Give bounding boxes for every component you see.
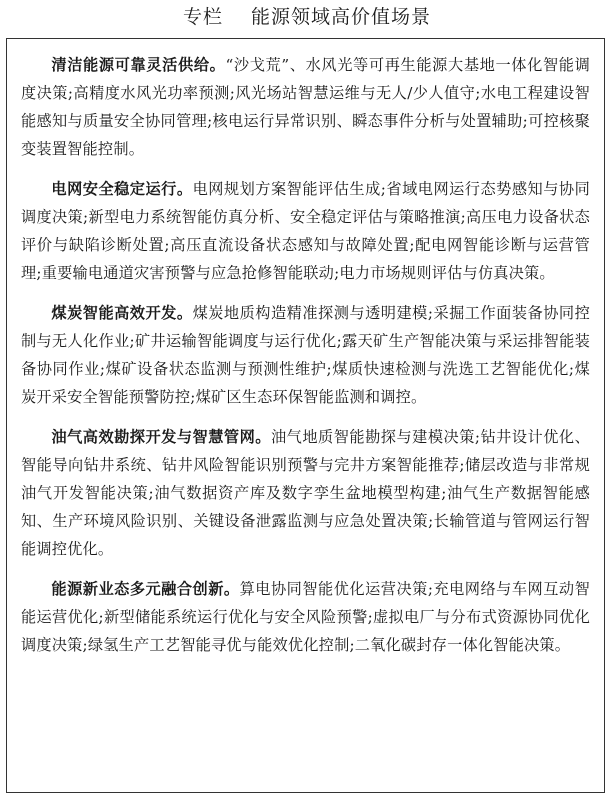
section-body: 煤炭地质构造精准探测与透明建模;采掘工作面装备协同控制与无人化作业;矿井运输智能调度与运行优化;露天矿生产智能决策与采运排智能装备协同作业;煤矿设备状态监测与预测性维护;煤质快速检测与洗选工艺智能优化;煤炭开采安全智能预警防控;煤矿区生态环保智能监测和调控。	[21, 304, 590, 406]
column-box	[6, 38, 605, 793]
column-label: 专栏	[182, 6, 223, 28]
section-heading: 电网安全稳定运行。	[51, 180, 193, 198]
section-coal-development	[21, 299, 590, 411]
section-heading: 煤炭智能高效开发。	[51, 304, 193, 322]
section-oil-gas	[21, 423, 590, 563]
section-heading: 清洁能源可靠灵活供给。	[51, 56, 226, 74]
column-title	[0, 0, 614, 34]
section-body: 电网规划方案智能评估生成;省域电网运行态势感知与协同调度决策;新型电力系统智能仿真分析、安全稳定评估与策略推演;高压电力设备状态评价与缺陷诊断处置;高压直流设备状态感知与故障处置;配电网智能诊断与运营管理;重要输电通道灾害预警与应急抢修智能联动;电力市场规则评估与仿真决策。	[21, 180, 590, 282]
section-heading: 油气高效勘探开发与智慧管网。	[51, 428, 271, 446]
section-body: 油气地质智能勘探与建模决策;钻井设计优化、智能导向钻井系统、钻井风险智能识别预警与完井方案智能推荐;储层改造与非常规油气开发智能决策;油气数据资产库及数字孪生盆地模型构建;油气生产数据智能感知、生产环境风险识别、关键设备泄露监测与应急处置决策;长输管道与管网运行智能调控优化。	[21, 428, 590, 558]
section-body: “沙戈荒”、水风光等可再生能源大基地一体化智能调度决策;高精度水风光功率预测;风光场站智慧运维与无人/少人值守;水电工程建设智能感知与质量安全协同管理;核电运行异常识别、瞬态事件分析与处置辅助;可控核聚变装置智能控制。	[21, 56, 590, 158]
section-body: 算电协同智能优化运营决策;充电网络与车网互动智能运营优化;新型储能系统运行优化与安全风险预警;虚拟电厂与分布式资源协同优化调度决策;绿氢生产工艺智能寻优与能效优化控制;二氧化碳封存一体化智能决策。	[21, 580, 590, 654]
section-heading: 能源新业态多元融合创新。	[51, 580, 240, 598]
section-new-business	[21, 575, 590, 659]
column-heading: 能源领域高价值场景	[251, 6, 432, 28]
section-clean-energy	[21, 51, 590, 163]
section-grid-operation	[21, 175, 590, 287]
